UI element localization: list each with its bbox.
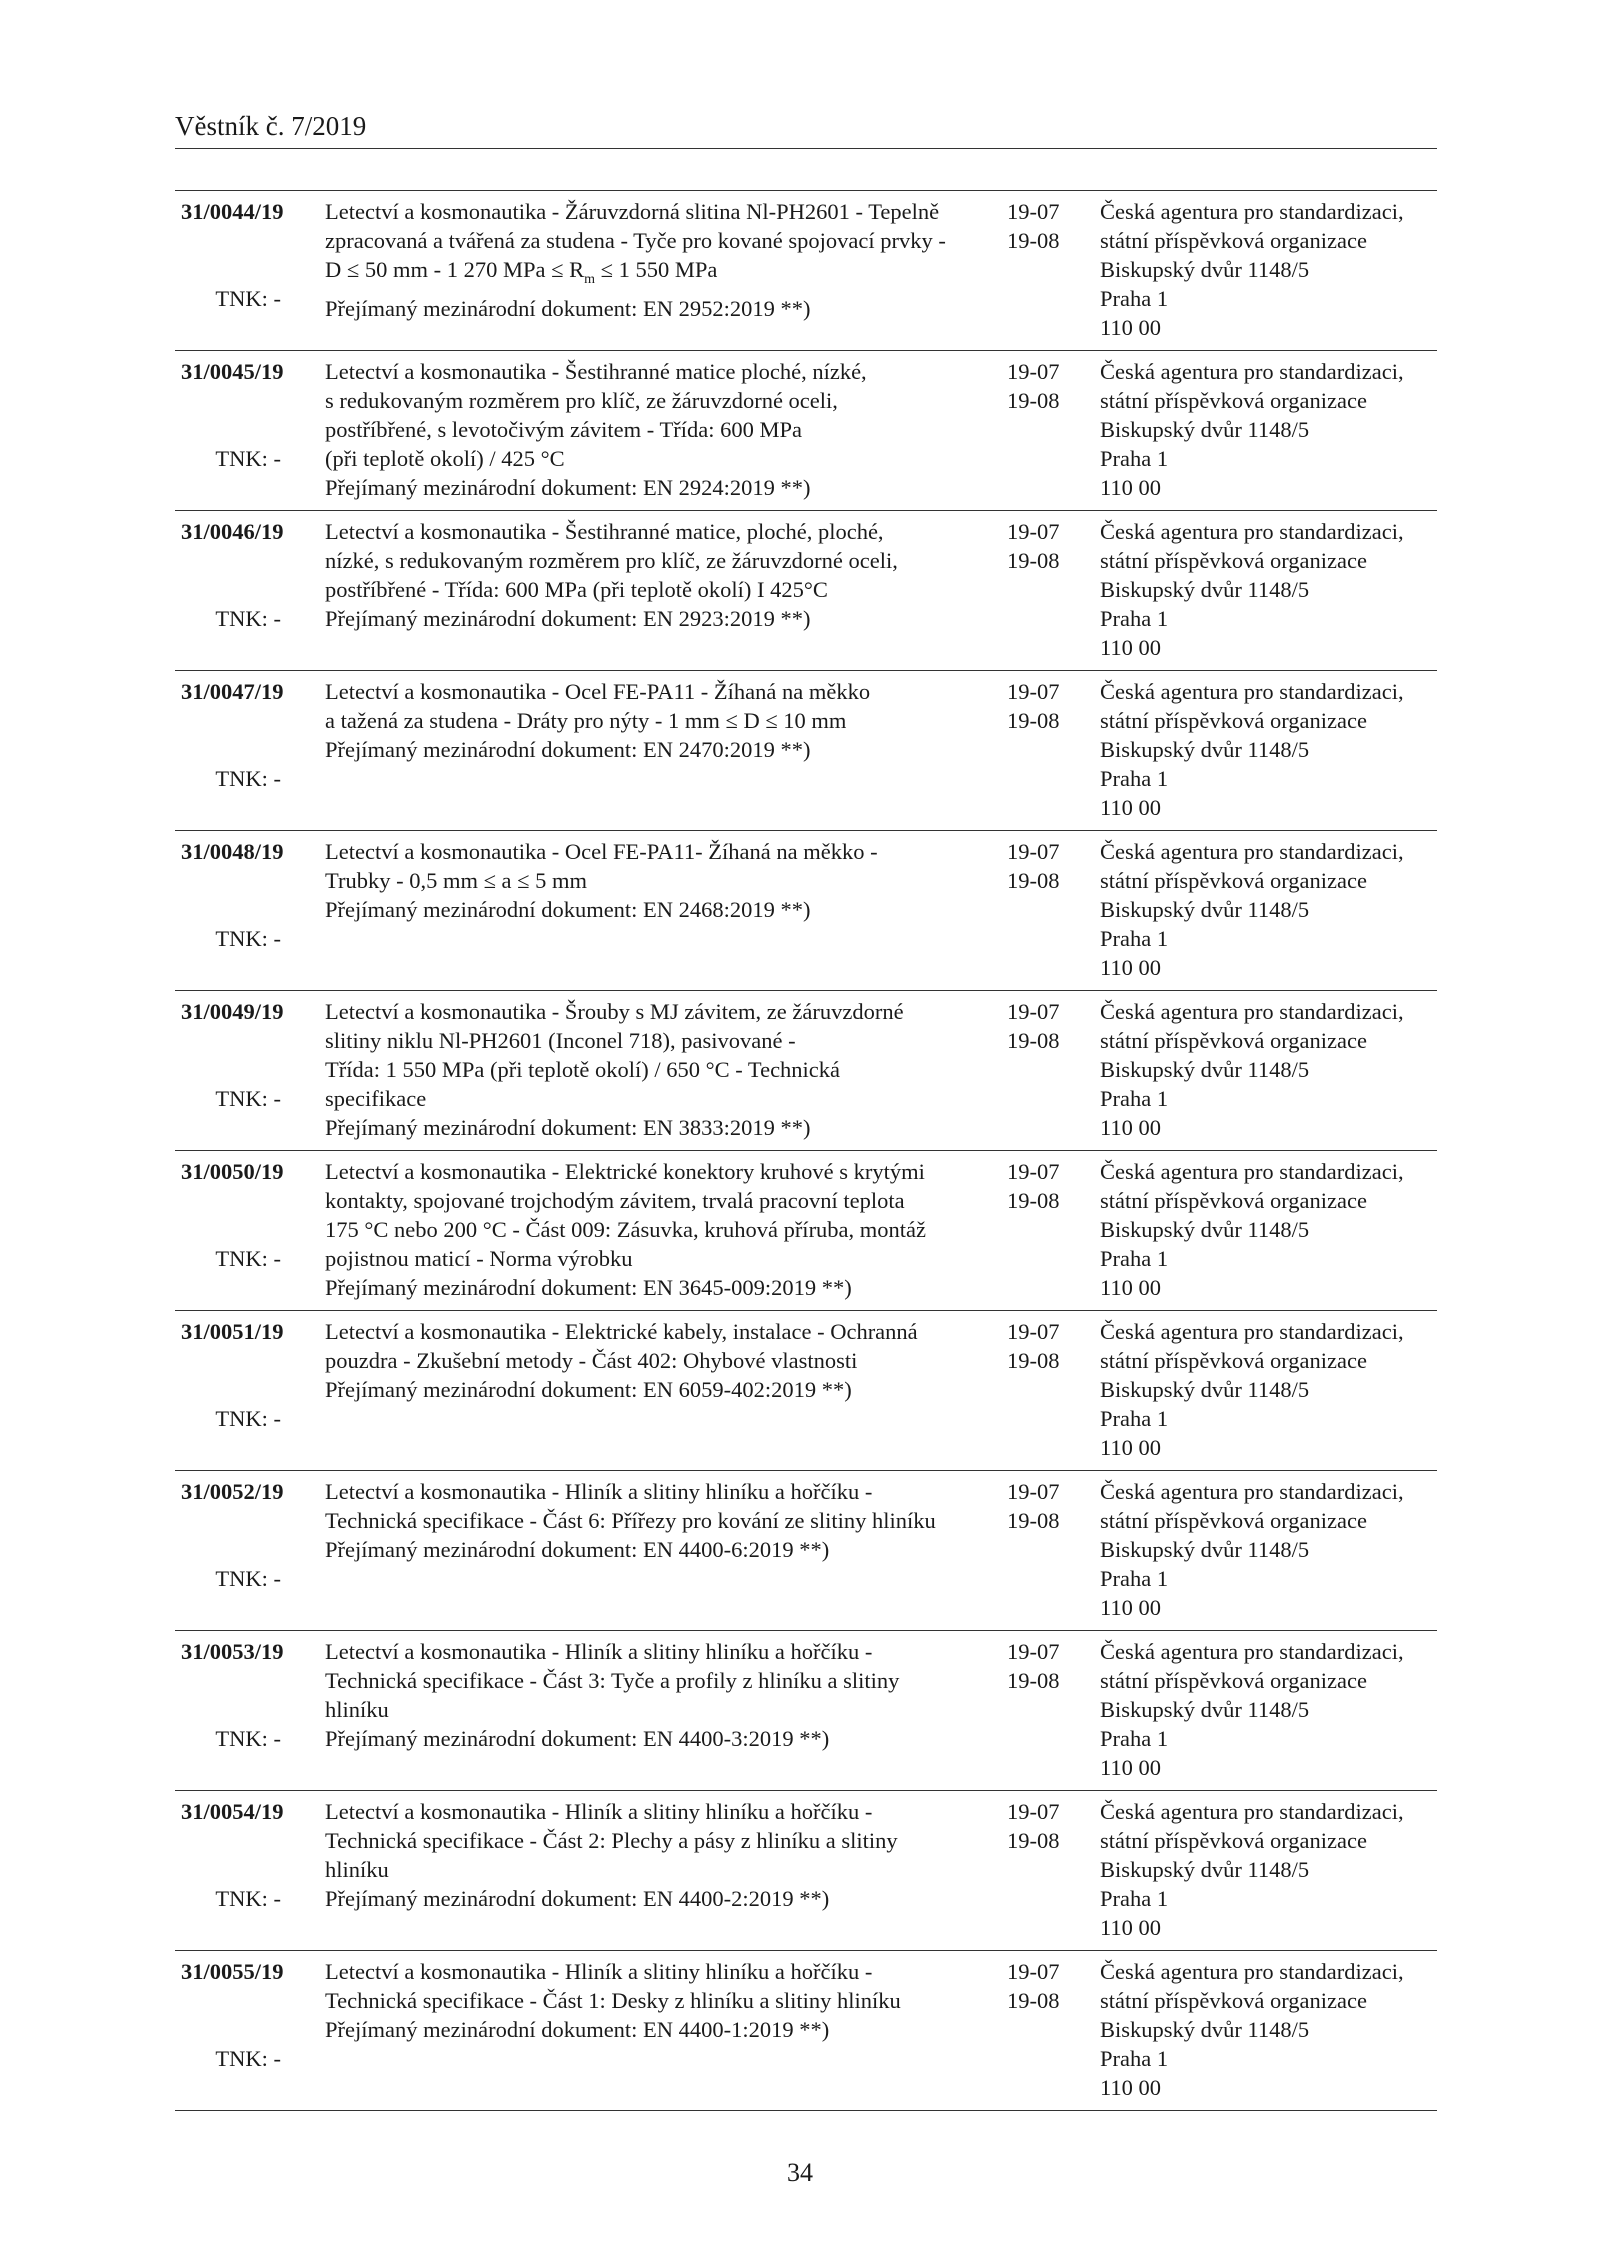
entry-code: 19-08 (1007, 1028, 1060, 1053)
entry-title-line: Trubky - 0,5 mm ≤ a ≤ 5 mm (325, 868, 588, 893)
entry-id: 31/0049/19 (181, 999, 284, 1024)
entry-title-line: Přejímaný mezinárodní dokument: EN 2468:2019 **) (325, 897, 811, 922)
entry-publisher (1100, 1317, 1440, 1462)
bulletin-title: Věstník č. 7/2019 (175, 111, 367, 141)
entry-title-line: zpracovaná a tvářená za studena - Tyče pro kované spojovací prvky - (325, 228, 946, 253)
publisher-line: Praha 1 (1100, 446, 1169, 471)
entry-title-line: s redukovaným rozměrem pro klíč, ze žáruvzdorné oceli, (325, 388, 838, 413)
publisher-line: Praha 1 (1100, 926, 1169, 951)
entry-tnk: TNK: - (215, 606, 281, 631)
entry-publisher (1100, 837, 1440, 982)
entry-tnk: TNK: - (215, 926, 281, 951)
publisher-line: 110 00 (1100, 1435, 1162, 1460)
entry-code: 19-08 (1007, 1188, 1060, 1213)
publisher-line: státní příspěvková organizace (1100, 708, 1367, 733)
publisher-line: státní příspěvková organizace (1100, 228, 1367, 253)
entry-title-line: hliníku (325, 1697, 389, 1722)
entry-tnk: TNK: - (215, 1246, 281, 1271)
publisher-line: Biskupský dvůr 1148/5 (1100, 1057, 1310, 1082)
publisher-line: 110 00 (1100, 2075, 1162, 2100)
publisher-line: Biskupský dvůr 1148/5 (1100, 417, 1310, 442)
entry-id: 31/0048/19 (181, 839, 284, 864)
entry-title-line: kontakty, spojované trojchodým závitem, trvalá pracovní teplota (325, 1188, 905, 1213)
publisher-line: Biskupský dvůr 1148/5 (1100, 577, 1310, 602)
publisher-line: Česká agentura pro standardizaci, (1100, 1479, 1404, 1504)
entry-title-line: Přejímaný mezinárodní dokument: EN 2923:2019 **) (325, 606, 811, 631)
entry-title-line: Technická specifikace - Část 3: Tyče a profily z hliníku a slitiny (325, 1668, 900, 1693)
standard-entry (175, 831, 1437, 991)
standard-entry (175, 351, 1437, 511)
entry-publisher (1100, 1637, 1440, 1782)
publisher-line: Praha 1 (1100, 1886, 1169, 1911)
entry-codes (1007, 517, 1087, 575)
entry-id: 31/0045/19 (181, 359, 284, 384)
entry-codes (1007, 1477, 1087, 1535)
entry-tnk: TNK: - (215, 766, 281, 791)
publisher-line: státní příspěvková organizace (1100, 1188, 1367, 1213)
publisher-line: Biskupský dvůr 1148/5 (1100, 737, 1310, 762)
entry-title-line: Přejímaný mezinárodní dokument: EN 2924:2019 **) (325, 475, 811, 500)
publisher-line: 110 00 (1100, 475, 1162, 500)
entry-id: 31/0050/19 (181, 1159, 284, 1184)
publisher-line: státní příspěvková organizace (1100, 868, 1367, 893)
entry-code: 19-07 (1007, 519, 1060, 544)
publisher-line: Praha 1 (1100, 2046, 1169, 2071)
publisher-line: státní příspěvková organizace (1100, 1508, 1367, 1533)
standard-entry (175, 1631, 1437, 1791)
publisher-line: Česká agentura pro standardizaci, (1100, 1799, 1404, 1824)
entry-code: 19-07 (1007, 839, 1060, 864)
publisher-line: státní příspěvková organizace (1100, 1988, 1367, 2013)
entry-title-line: Letectví a kosmonautika - Šestihranné matice ploché, nízké, (325, 359, 867, 384)
entry-title-line: Přejímaný mezinárodní dokument: EN 3645-009:2019 **) (325, 1275, 852, 1300)
entry-title-line: Letectví a kosmonautika - Ocel FE-PA11 - Žíhaná na měkko (325, 679, 871, 704)
entry-id: 31/0044/19 (181, 199, 284, 224)
entry-publisher (1100, 1477, 1440, 1622)
entry-code: 19-08 (1007, 868, 1060, 893)
entry-publisher (1100, 1157, 1440, 1302)
publisher-line: státní příspěvková organizace (1100, 1668, 1367, 1693)
entry-publisher (1100, 677, 1440, 822)
entry-title-line: pojistnou maticí - Norma výrobku (325, 1246, 633, 1271)
entry-title-line (325, 255, 1165, 294)
entry-title-line: Přejímaný mezinárodní dokument: EN 3833:2019 **) (325, 1115, 811, 1140)
entry-title-line: Přejímaný mezinárodní dokument: EN 2470:2019 **) (325, 737, 811, 762)
entry-code: 19-08 (1007, 228, 1060, 253)
entry-code: 19-08 (1007, 1348, 1060, 1373)
publisher-line: Česká agentura pro standardizaci, (1100, 1959, 1404, 1984)
publisher-line: 110 00 (1100, 1115, 1162, 1140)
publisher-line: Česká agentura pro standardizaci, (1100, 359, 1404, 384)
entry-tnk: TNK: - (215, 446, 281, 471)
entry-id: 31/0047/19 (181, 679, 284, 704)
publisher-line: 110 00 (1100, 1755, 1162, 1780)
entry-title-line: 175 °C nebo 200 °C - Část 009: Zásuvka, kruhová příruba, montáž (325, 1217, 927, 1242)
entry-title-line: Letectví a kosmonautika - Ocel FE-PA11- Žíhaná na měkko - (325, 839, 878, 864)
publisher-line: státní příspěvková organizace (1100, 548, 1367, 573)
entry-tnk: TNK: - (215, 1406, 281, 1431)
entry-title-line: Technická specifikace - Část 1: Desky z hliníku a slitiny hliníku (325, 1988, 901, 2013)
publisher-line: Praha 1 (1100, 1726, 1169, 1751)
publisher-line: 110 00 (1100, 1595, 1162, 1620)
entry-title-line: Letectví a kosmonautika - Hliník a slitiny hliníku a hořčíku - (325, 1799, 873, 1824)
entry-title-line: Přejímaný mezinárodní dokument: EN 2952:2019 **) (325, 296, 811, 321)
publisher-line: Praha 1 (1100, 766, 1169, 791)
entry-codes (1007, 1317, 1087, 1375)
entry-tnk: TNK: - (215, 1086, 281, 1111)
entry-id: 31/0054/19 (181, 1799, 284, 1824)
entry-code: 19-08 (1007, 388, 1060, 413)
standard-entry (175, 1311, 1437, 1471)
entry-codes (1007, 1797, 1087, 1855)
entry-title-line: slitiny niklu Nl-PH2601 (Inconel 718), pasivované - (325, 1028, 796, 1053)
entry-codes (1007, 1957, 1087, 2015)
entry-title-line: nízké, s redukovaným rozměrem pro klíč, ze žáruvzdorné oceli, (325, 548, 898, 573)
standard-entry (175, 1471, 1437, 1631)
entry-title-line: Technická specifikace - Část 6: Přířezy pro kování ze slitiny hliníku (325, 1508, 936, 1533)
entry-title-line: Letectví a kosmonautika - Elektrické konektory kruhové s krytými (325, 1159, 925, 1184)
entry-title-line: Technická specifikace - Část 2: Plechy a pásy z hliníku a slitiny (325, 1828, 898, 1853)
publisher-line: státní příspěvková organizace (1100, 1028, 1367, 1053)
publisher-line: Praha 1 (1100, 286, 1169, 311)
publisher-line: Biskupský dvůr 1148/5 (1100, 1377, 1310, 1402)
publisher-line: Biskupský dvůr 1148/5 (1100, 2017, 1310, 2042)
publisher-line: Biskupský dvůr 1148/5 (1100, 1537, 1310, 1562)
entry-title-line: Přejímaný mezinárodní dokument: EN 4400-1:2019 **) (325, 2017, 830, 2042)
publisher-line: 110 00 (1100, 795, 1162, 820)
publisher-line: 110 00 (1100, 1275, 1162, 1300)
entry-code: 19-07 (1007, 1959, 1060, 1984)
entry-publisher (1100, 1797, 1440, 1942)
publisher-line: Praha 1 (1100, 1086, 1169, 1111)
entry-title-line: Letectví a kosmonautika - Hliník a slitiny hliníku a hořčíku - (325, 1479, 873, 1504)
publisher-line: Česká agentura pro standardizaci, (1100, 1159, 1404, 1184)
entry-code: 19-07 (1007, 1639, 1060, 1664)
entry-code: 19-07 (1007, 999, 1060, 1024)
page-number: 34 (787, 2158, 813, 2187)
standard-entry (175, 671, 1437, 831)
entry-title-line: hliníku (325, 1857, 389, 1882)
entry-title-line: Letectví a kosmonautika - Šrouby s MJ závitem, ze žáruvzdorné (325, 999, 904, 1024)
entry-title-line: a tažená za studena - Dráty pro nýty - 1 mm ≤ D ≤ 10 mm (325, 708, 847, 733)
entry-title-line: Třída: 1 550 MPa (při teplotě okolí) / 650 °C - Technická (325, 1057, 841, 1082)
publisher-line: Praha 1 (1100, 1246, 1169, 1271)
entry-id: 31/0053/19 (181, 1639, 284, 1664)
entry-publisher (1100, 197, 1440, 342)
publisher-line: 110 00 (1100, 955, 1162, 980)
entry-title-line: postříbřené - Třída: 600 MPa (při teplotě okolí) I 425°C (325, 577, 828, 602)
publisher-line: 110 00 (1100, 635, 1162, 660)
entry-code: 19-07 (1007, 359, 1060, 384)
entry-publisher (1100, 357, 1440, 502)
entry-publisher (1100, 517, 1440, 662)
subscript: m (584, 272, 595, 287)
entry-id: 31/0051/19 (181, 1319, 284, 1344)
publisher-line: Česká agentura pro standardizaci, (1100, 1639, 1404, 1664)
publisher-line: Biskupský dvůr 1148/5 (1100, 1217, 1310, 1242)
publisher-line: Biskupský dvůr 1148/5 (1100, 257, 1310, 282)
standard-entry (175, 991, 1437, 1151)
entry-title-line: postříbřené, s levotočivým závitem - Třída: 600 MPa (325, 417, 802, 442)
entry-codes (1007, 1157, 1087, 1215)
entry-publisher (1100, 1957, 1440, 2102)
entry-id: 31/0052/19 (181, 1479, 284, 1504)
entry-title-line: (při teplotě okolí) / 425 °C (325, 446, 565, 471)
publisher-line: Česká agentura pro standardizaci, (1100, 679, 1404, 704)
publisher-line: Biskupský dvůr 1148/5 (1100, 1697, 1310, 1722)
publisher-line: státní příspěvková organizace (1100, 1348, 1367, 1373)
publisher-line: státní příspěvková organizace (1100, 1828, 1367, 1853)
entry-title-line-tail: ≤ 1 550 MPa (594, 257, 718, 282)
entry-code: 19-07 (1007, 1799, 1060, 1824)
entry-tnk: TNK: - (215, 1566, 281, 1591)
entry-codes (1007, 837, 1087, 895)
entry-title-line-text: D ≤ 50 mm - 1 270 MPa ≤ R (325, 257, 585, 282)
entry-codes (1007, 677, 1087, 735)
standards-list (175, 190, 1437, 2111)
entry-tnk: TNK: - (215, 1726, 281, 1751)
entry-title-line: Letectví a kosmonautika - Hliník a slitiny hliníku a hořčíku - (325, 1639, 873, 1664)
entry-code: 19-07 (1007, 679, 1060, 704)
publisher-line: 110 00 (1100, 1915, 1162, 1940)
entry-title-line: specifikace (325, 1086, 427, 1111)
entry-code: 19-08 (1007, 1508, 1060, 1533)
entry-codes (1007, 1637, 1087, 1695)
publisher-line: Praha 1 (1100, 1406, 1169, 1431)
entry-title-line: Letectví a kosmonautika - Žáruvzdorná slitina Nl-PH2601 - Tepelně (325, 199, 940, 224)
entry-codes (1007, 357, 1087, 415)
publisher-line: státní příspěvková organizace (1100, 388, 1367, 413)
entry-title-line: Letectví a kosmonautika - Hliník a slitiny hliníku a hořčíku - (325, 1959, 873, 1984)
entry-code: 19-07 (1007, 199, 1060, 224)
entry-tnk: TNK: - (215, 2046, 281, 2071)
entry-codes (1007, 997, 1087, 1055)
publisher-line: Biskupský dvůr 1148/5 (1100, 897, 1310, 922)
entry-code: 19-07 (1007, 1479, 1060, 1504)
entry-title-line: Přejímaný mezinárodní dokument: EN 4400-6:2019 **) (325, 1537, 830, 1562)
publisher-line: Biskupský dvůr 1148/5 (1100, 1857, 1310, 1882)
entry-title-line: Letectví a kosmonautika - Šestihranné matice, ploché, ploché, (325, 519, 884, 544)
entry-code: 19-07 (1007, 1319, 1060, 1344)
entry-title-line: Letectví a kosmonautika - Elektrické kabely, instalace - Ochranná (325, 1319, 918, 1344)
publisher-line: Česká agentura pro standardizaci, (1100, 999, 1404, 1024)
entry-tnk: TNK: - (215, 1886, 281, 1911)
entry-title-line: Přejímaný mezinárodní dokument: EN 6059-402:2019 **) (325, 1377, 852, 1402)
entry-tnk: TNK: - (215, 286, 281, 311)
publisher-line: Praha 1 (1100, 606, 1169, 631)
entry-code: 19-08 (1007, 1828, 1060, 1853)
entry-publisher (1100, 997, 1440, 1142)
entry-code: 19-07 (1007, 1159, 1060, 1184)
standard-entry (175, 1791, 1437, 1951)
entry-code: 19-08 (1007, 548, 1060, 573)
publisher-line: Česká agentura pro standardizaci, (1100, 1319, 1404, 1344)
entry-title-line: pouzdra - Zkušební metody - Část 402: Ohybové vlastnosti (325, 1348, 858, 1373)
standard-entry (175, 191, 1437, 351)
entry-code: 19-08 (1007, 708, 1060, 733)
entry-id: 31/0046/19 (181, 519, 284, 544)
publisher-line: Praha 1 (1100, 1566, 1169, 1591)
publisher-line: Česká agentura pro standardizaci, (1100, 519, 1404, 544)
entry-code: 19-08 (1007, 1988, 1060, 2013)
entry-title-line: Přejímaný mezinárodní dokument: EN 4400-2:2019 **) (325, 1886, 830, 1911)
entry-codes (1007, 197, 1087, 255)
publisher-line: 110 00 (1100, 315, 1162, 340)
publisher-line: Česká agentura pro standardizaci, (1100, 839, 1404, 864)
standard-entry (175, 511, 1437, 671)
standard-entry (175, 1151, 1437, 1311)
entry-title-line: Přejímaný mezinárodní dokument: EN 4400-3:2019 **) (325, 1726, 830, 1751)
entry-id: 31/0055/19 (181, 1959, 284, 1984)
page-header (175, 108, 1437, 149)
entry-code: 19-08 (1007, 1668, 1060, 1693)
standard-entry (175, 1951, 1437, 2111)
publisher-line: Česká agentura pro standardizaci, (1100, 199, 1404, 224)
